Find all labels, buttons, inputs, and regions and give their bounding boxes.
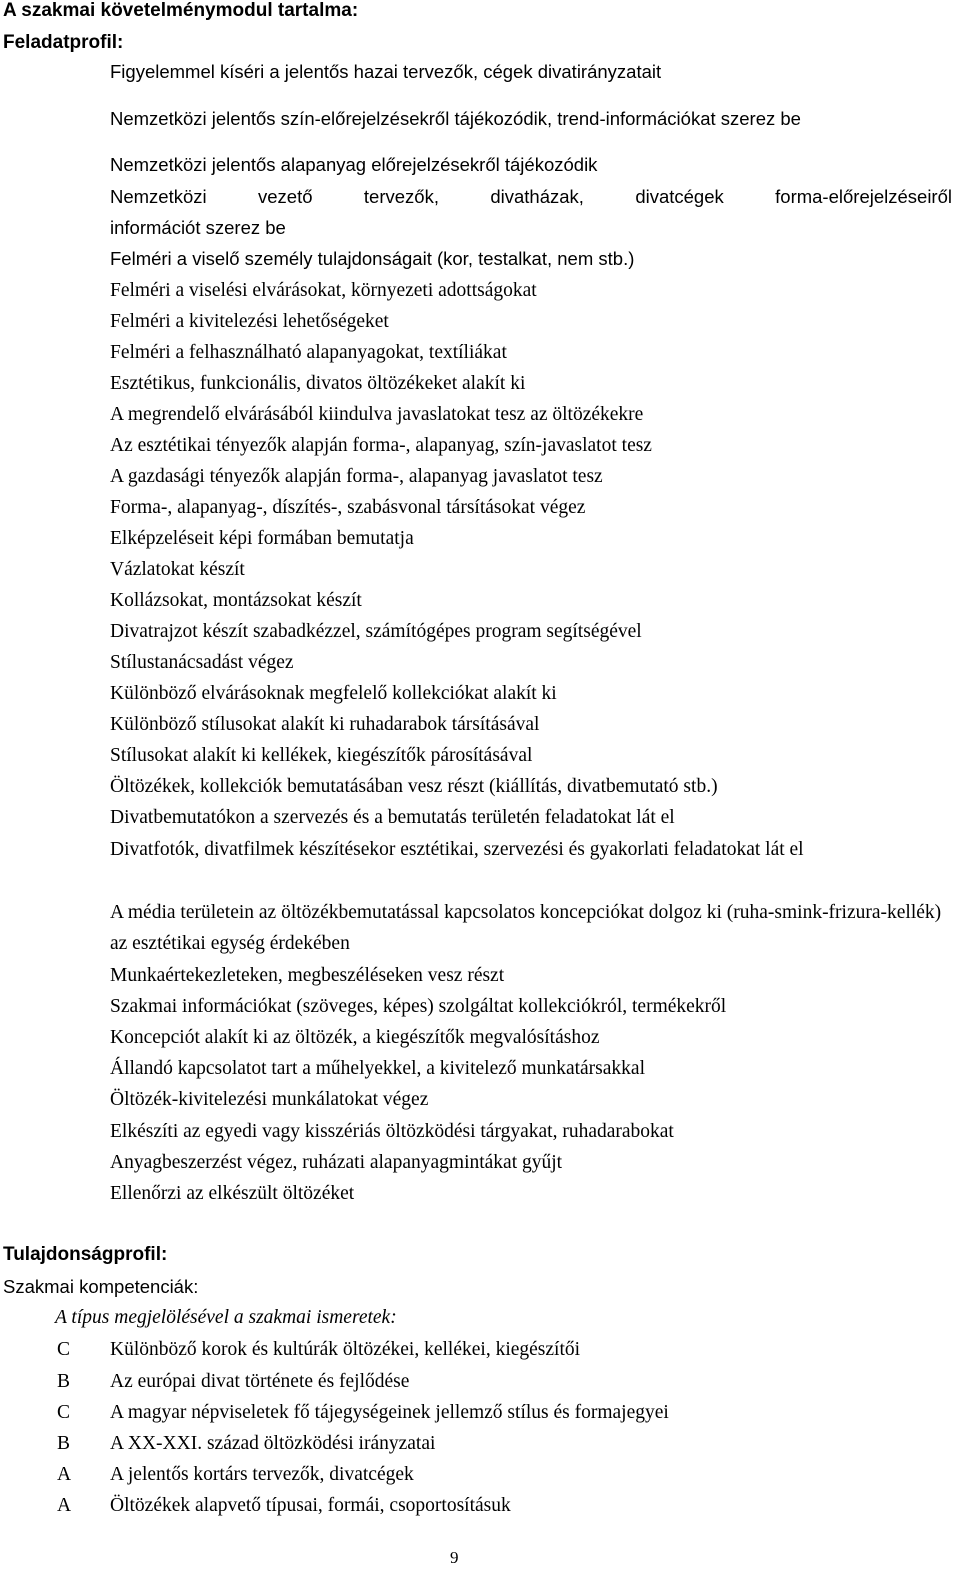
task-item: Öltözék-kivitelezési munkálatokat végez: [110, 1089, 429, 1110]
task-item: Koncepciót alakít ki az öltözék, a kiegészítők megvalósításhoz: [110, 1027, 600, 1048]
task-item: Öltözékek, kollekciók bemutatásában vesz részt (kiállítás, divatbemutató stb.): [110, 776, 718, 797]
type-code: C: [57, 1402, 71, 1423]
task-item: Figyelemmel kíséri a jelentős hazai tervezők, cégek divatirányzatait: [110, 61, 662, 82]
task-item: Felméri a kivitelezési lehetőségeket: [110, 311, 389, 332]
task-item: Különböző elvárásoknak megfelelő kollekciókat alakít ki: [110, 683, 557, 704]
task-item: Elkészíti az egyedi vagy kisszériás öltözködési tárgyakat, ruhadarabokat: [110, 1121, 674, 1142]
task-item: Felméri a viselő személy tulajdonságait (kor, testalkat, nem stb.): [110, 248, 635, 269]
task-item: Divatrajzot készít szabadkézzel, számítógépes program segítségével: [110, 621, 642, 642]
type-code: A: [57, 1495, 72, 1516]
task-item: A gazdasági tényezők alapján forma-, alapanyag javaslatot tesz: [110, 466, 603, 487]
task-item: A megrendelő elvárásából kiindulva javaslatokat tesz az öltözékekre: [110, 404, 644, 425]
task-item: Nemzetközi vezető tervezők, divatházak, divatcégek forma-előrejelzéseiről: [110, 186, 952, 207]
knowledge-item: A jelentős kortárs tervezők, divatcégek: [110, 1464, 414, 1485]
task-item: Esztétikus, funkcionális, divatos öltözékeket alakít ki: [110, 373, 526, 394]
task-item: Nemzetközi jelentős alapanyag előrejelzésekről tájékozódik: [110, 154, 598, 175]
task-item: Forma-, alapanyag-, díszítés-, szabásvonal társításokat végez: [110, 497, 586, 518]
task-item: információt szerez be: [110, 217, 286, 238]
type-note: A típus megjelölésével a szakmai ismeretek:: [55, 1307, 397, 1328]
task-item: Ellenőrzi az elkészült öltözéket: [110, 1183, 355, 1204]
task-item: Divatbemutatókon a szervezés és a bemutatás területén feladatokat lát el: [110, 807, 675, 828]
task-item: Nemzetközi jelentős szín-előrejelzésekről tájékozódik, trend-információkat szerez be: [110, 108, 801, 129]
task-item: Kollázsokat, montázsokat készít: [110, 590, 362, 611]
tulajdonsagprofil-heading: Tulajdonságprofil:: [3, 1244, 168, 1265]
feladatprofil-heading: Feladatprofil:: [3, 32, 124, 53]
task-item: Divatfotók, divatfilmek készítésekor esztétikai, szervezési és gyakorlati feladatokat lát el: [110, 839, 804, 860]
task-item: Az esztétikai tényezők alapján forma-, alapanyag, szín-javaslatot tesz: [110, 435, 652, 456]
type-code: C: [57, 1339, 71, 1360]
knowledge-item: A XX-XXI. század öltözködési irányzatai: [110, 1433, 436, 1454]
task-item: Állandó kapcsolatot tart a műhelyekkel, a kivitelező munkatársakkal: [110, 1058, 645, 1079]
task-item: Vázlatokat készít: [110, 559, 245, 580]
task-item: Elképzeléseit képi formában bemutatja: [110, 528, 414, 549]
type-code: B: [57, 1371, 71, 1392]
task-item: Felméri a viselési elvárásokat, környezeti adottságokat: [110, 280, 537, 301]
knowledge-item: Különböző korok és kultúrák öltözékei, kellékei, kiegészítői: [110, 1339, 581, 1360]
type-code: B: [57, 1433, 71, 1454]
task-item: A média területein az öltözékbemutatással kapcsolatos koncepciókat dolgoz ki (ruha-smink-frizura-kellék) az esztétikai egység érdekében: [110, 902, 942, 954]
competence-subheading: Szakmai kompetenciák:: [3, 1276, 199, 1297]
module-content-title: A szakmai követelménymodul tartalma:: [3, 0, 359, 21]
task-item: Szakmai információkat (szöveges, képes) szolgáltat kollekciókról, termékekről: [110, 996, 727, 1017]
knowledge-item: Az európai divat története és fejlődése: [110, 1371, 410, 1392]
task-item: Munkaértekezleteken, megbeszéléseken vesz részt: [110, 965, 505, 986]
knowledge-item: A magyar népviseletek fő tájegységeinek jellemző stílus és formajegyei: [110, 1402, 669, 1423]
task-item: Stílustanácsadást végez: [110, 652, 294, 673]
task-item: Különböző stílusokat alakít ki ruhadarabok társításával: [110, 714, 540, 735]
task-item: Anyagbeszerzést végez, ruházati alapanyagmintákat gyűjt: [110, 1152, 563, 1173]
type-code: A: [57, 1464, 72, 1485]
page-number: 9: [450, 1548, 459, 1567]
knowledge-item: Öltözékek alapvető típusai, formái, csoportosításuk: [110, 1495, 511, 1516]
task-item: Stílusokat alakít ki kellékek, kiegészítők párosításával: [110, 745, 533, 766]
task-item: Felméri a felhasználható alapanyagokat, textíliákat: [110, 342, 507, 363]
